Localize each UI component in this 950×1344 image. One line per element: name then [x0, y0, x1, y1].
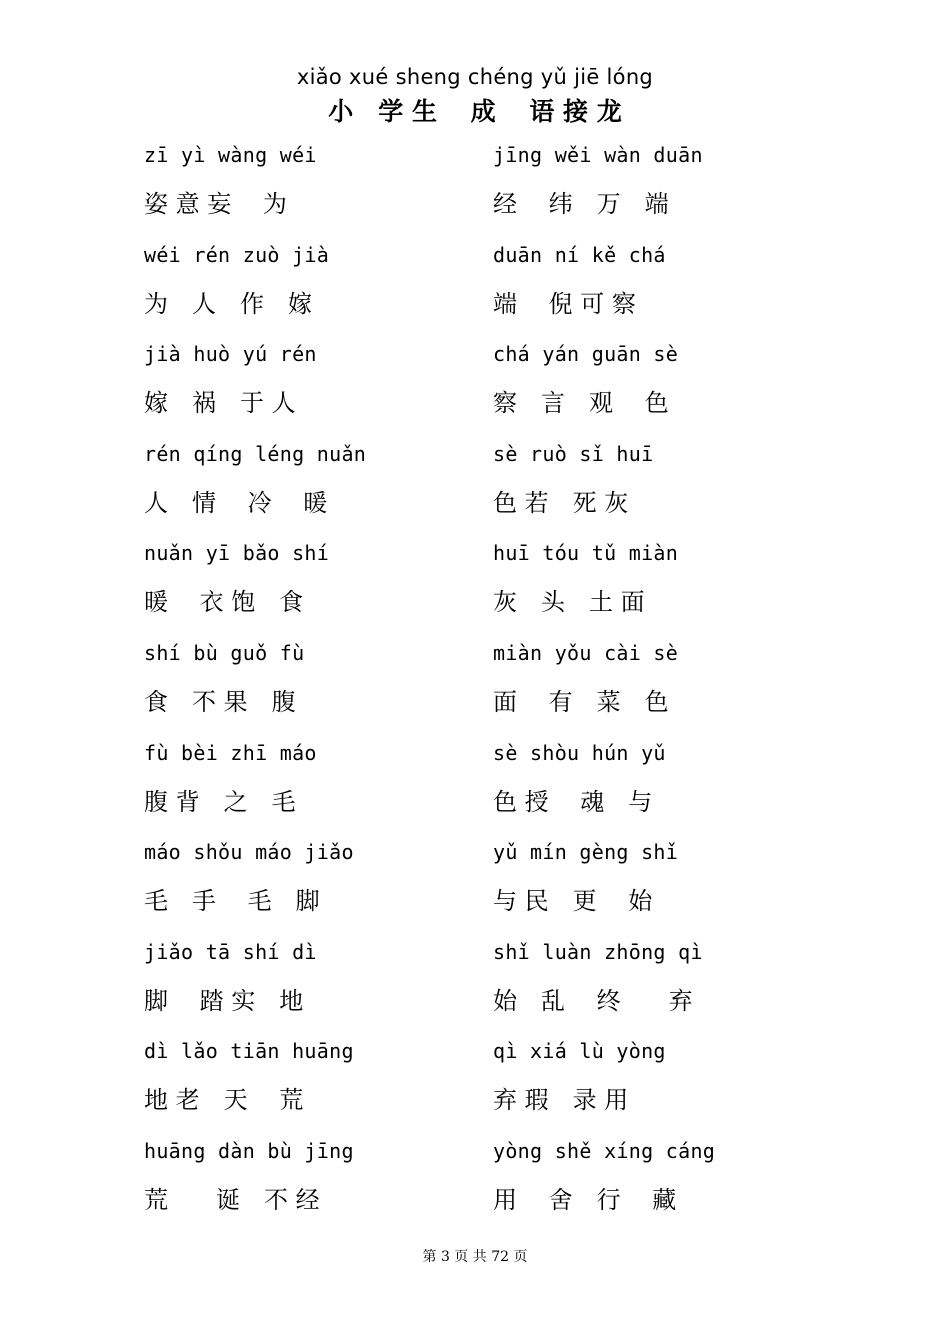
- idiom-hanzi: 食 不 果 腹: [144, 687, 296, 716]
- idiom-pinyin: duān ní kě chá: [493, 242, 666, 267]
- idiom-pinyin: rén qíng léng nuǎn: [144, 441, 367, 466]
- idiom-hanzi: 色 授 魂 与: [493, 787, 653, 816]
- page-number-footer: 第 3 页 共 72 页: [422, 1249, 528, 1265]
- right-idiom-column: [493, 140, 913, 1236]
- idiom-pinyin: jiǎo tā shí dì: [144, 939, 317, 964]
- idiom-hanzi: 毛 手 毛 脚: [144, 887, 320, 916]
- idiom-hanzi: 与 民 更 始: [493, 887, 653, 916]
- idiom-hanzi: 脚 踏 实 地: [144, 986, 304, 1015]
- idiom-pinyin: chá yán guān sè: [493, 342, 679, 367]
- idiom-hanzi: 荒 诞 不 经: [144, 1185, 320, 1214]
- idiom-entry: [493, 937, 913, 1037]
- idiom-pinyin: dì lǎo tiān huāng: [144, 1039, 354, 1064]
- idiom-pinyin: miàn yǒu cài sè: [493, 640, 679, 665]
- idiom-pinyin: nuǎn yī bǎo shí: [144, 541, 330, 566]
- idiom-hanzi: 始 乱 终 弃: [493, 986, 693, 1015]
- idiom-entry: [493, 339, 913, 439]
- idiom-pinyin: jīng wěi wàn duān: [493, 143, 703, 167]
- idiom-pinyin: yòng shě xíng cáng: [493, 1138, 716, 1163]
- idiom-hanzi: 嫁 祸 于 人: [144, 389, 296, 418]
- idiom-pinyin: jià huò yú rén: [144, 342, 317, 367]
- idiom-hanzi: 色 若 死 灰: [493, 488, 629, 517]
- idiom-hanzi: 面 有 菜 色: [493, 687, 669, 716]
- idiom-pinyin: wéi rén zuò jià: [144, 242, 330, 267]
- idiom-hanzi: 灰 头 土 面: [493, 588, 645, 617]
- idiom-pinyin: shǐ luàn zhōng qì: [493, 939, 703, 964]
- idiom-entry: [493, 240, 913, 340]
- idiom-entry: [493, 439, 913, 539]
- idiom-entry: [493, 837, 913, 937]
- idiom-hanzi: 腹 背 之 毛: [144, 787, 296, 816]
- idiom-entry: [493, 538, 913, 638]
- idiom-hanzi: 姿 意 妄 为: [144, 190, 287, 218]
- idiom-pinyin: fù bèi zhī máo: [144, 740, 317, 765]
- idiom-pinyin: sè ruò sǐ huī: [493, 441, 654, 466]
- idiom-entry: [493, 738, 913, 838]
- idiom-entry: [493, 1136, 913, 1236]
- idiom-hanzi: 暖 衣 饱 食: [144, 588, 304, 617]
- idiom-hanzi: 为 人 作 嫁: [144, 289, 312, 318]
- idiom-pinyin: zī yì wàng wéi: [144, 143, 317, 167]
- idiom-hanzi: 人 情 冷 暖: [144, 488, 328, 517]
- title-pinyin: xiǎo xué sheng chéng yǔ jiē lóng: [296, 65, 654, 89]
- idiom-pinyin: yǔ mín gèng shǐ: [493, 840, 679, 865]
- idiom-pinyin: huāng dàn bù jīng: [144, 1138, 354, 1163]
- page-title: 小 学 生 成 语 接 龙: [328, 97, 622, 126]
- idiom-hanzi: 用 舍 行 藏: [493, 1185, 677, 1214]
- idiom-hanzi: 地 老 天 荒: [144, 1086, 304, 1115]
- idiom-hanzi: 经 纬 万 端: [493, 190, 669, 218]
- idiom-hanzi: 弃 瑕 录 用: [493, 1086, 629, 1115]
- idiom-pinyin: sè shòu hún yǔ: [493, 740, 666, 765]
- idiom-hanzi: 察 言 观 色: [493, 389, 669, 418]
- idiom-entry: [493, 1036, 913, 1136]
- idiom-entry: [493, 140, 913, 240]
- idiom-pinyin: shí bù guǒ fù: [144, 640, 305, 665]
- idiom-hanzi: 端 倪 可 察: [493, 289, 636, 318]
- idiom-entry: [493, 638, 913, 738]
- idiom-pinyin: qì xiá lù yòng: [493, 1039, 666, 1064]
- idiom-pinyin: huī tóu tǔ miàn: [493, 541, 679, 566]
- idiom-pinyin: máo shǒu máo jiǎo: [144, 840, 354, 865]
